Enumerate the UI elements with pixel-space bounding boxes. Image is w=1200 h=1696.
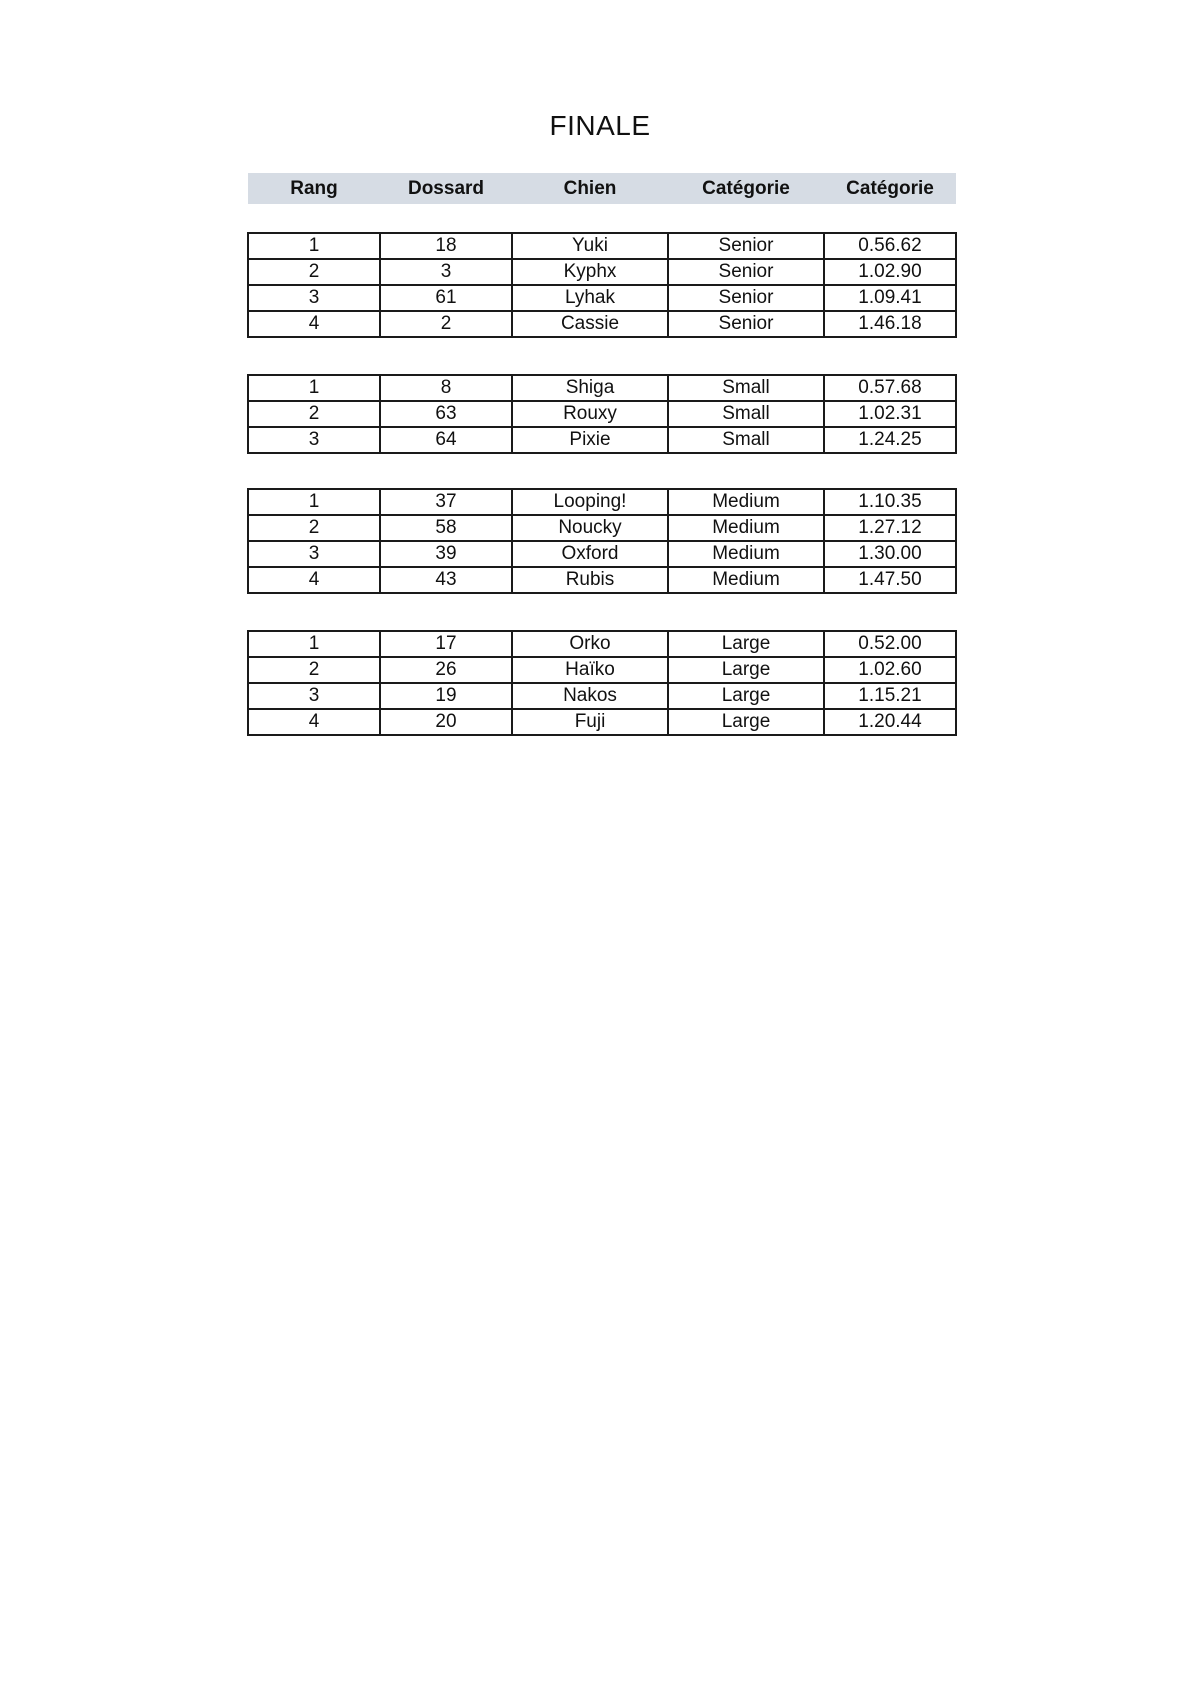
cell-categorie: Senior	[668, 233, 824, 259]
cell-chien: Looping!	[512, 489, 668, 515]
cell-dossard: 2	[380, 311, 512, 337]
table-row	[248, 515, 956, 541]
results-table-medium	[247, 488, 957, 594]
cell-rang: 1	[248, 375, 380, 401]
cell-chien: Haïko	[512, 657, 668, 683]
cell-dossard: 17	[380, 631, 512, 657]
cell-temps: 1.46.18	[824, 311, 956, 337]
cell-chien: Shiga	[512, 375, 668, 401]
cell-temps: 1.02.90	[824, 259, 956, 285]
cell-dossard: 20	[380, 709, 512, 735]
table-row	[248, 375, 956, 401]
cell-temps: 1.10.35	[824, 489, 956, 515]
cell-dossard: 39	[380, 541, 512, 567]
cell-categorie: Small	[668, 401, 824, 427]
cell-categorie: Medium	[668, 489, 824, 515]
cell-categorie: Large	[668, 631, 824, 657]
cell-rang: 4	[248, 311, 380, 337]
cell-dossard: 18	[380, 233, 512, 259]
cell-rang: 1	[248, 489, 380, 515]
cell-temps: 1.30.00	[824, 541, 956, 567]
cell-chien: Yuki	[512, 233, 668, 259]
page-title: FINALE	[549, 110, 651, 141]
cell-chien: Rubis	[512, 567, 668, 593]
cell-temps: 0.57.68	[824, 375, 956, 401]
column-header-chien: Chien	[563, 177, 617, 199]
cell-categorie: Large	[668, 657, 824, 683]
table-row	[248, 489, 956, 515]
cell-rang: 2	[248, 515, 380, 541]
cell-dossard: 58	[380, 515, 512, 541]
results-table-small	[247, 374, 957, 454]
cell-temps: 1.20.44	[824, 709, 956, 735]
table-row	[248, 233, 956, 259]
cell-rang: 1	[248, 631, 380, 657]
cell-rang: 3	[248, 683, 380, 709]
cell-categorie: Small	[668, 427, 824, 453]
column-header-row	[248, 173, 956, 204]
table-row	[248, 541, 956, 567]
cell-temps: 1.47.50	[824, 567, 956, 593]
cell-dossard: 8	[380, 375, 512, 401]
cell-categorie: Large	[668, 709, 824, 735]
table-row	[248, 401, 956, 427]
cell-categorie: Medium	[668, 541, 824, 567]
cell-categorie: Senior	[668, 311, 824, 337]
cell-rang: 3	[248, 541, 380, 567]
cell-dossard: 3	[380, 259, 512, 285]
table-row	[248, 311, 956, 337]
cell-dossard: 19	[380, 683, 512, 709]
table-row	[248, 567, 956, 593]
results-table-senior	[247, 232, 957, 338]
cell-rang: 4	[248, 567, 380, 593]
table-row	[248, 259, 956, 285]
cell-dossard: 26	[380, 657, 512, 683]
cell-categorie: Senior	[668, 285, 824, 311]
cell-temps: 1.02.31	[824, 401, 956, 427]
cell-chien: Nakos	[512, 683, 668, 709]
cell-temps: 1.15.21	[824, 683, 956, 709]
cell-chien: Kyphx	[512, 259, 668, 285]
cell-chien: Fuji	[512, 709, 668, 735]
cell-dossard: 37	[380, 489, 512, 515]
table-row	[248, 631, 956, 657]
cell-rang: 3	[248, 427, 380, 453]
cell-dossard: 64	[380, 427, 512, 453]
cell-rang: 3	[248, 285, 380, 311]
column-header-rang: Rang	[290, 177, 338, 199]
cell-dossard: 63	[380, 401, 512, 427]
column-header-dossard: Dossard	[407, 177, 485, 199]
table-row	[248, 285, 956, 311]
cell-chien: Lyhak	[512, 285, 668, 311]
cell-temps: 1.24.25	[824, 427, 956, 453]
cell-chien: Pixie	[512, 427, 668, 453]
cell-temps: 1.02.60	[824, 657, 956, 683]
cell-chien: Rouxy	[512, 401, 668, 427]
cell-dossard: 61	[380, 285, 512, 311]
cell-chien: Noucky	[512, 515, 668, 541]
cell-categorie: Medium	[668, 567, 824, 593]
column-header-categorie: Catégorie	[702, 177, 790, 199]
cell-rang: 1	[248, 233, 380, 259]
cell-chien: Cassie	[512, 311, 668, 337]
cell-temps: 0.52.00	[824, 631, 956, 657]
results-table-large	[247, 630, 957, 736]
cell-dossard: 43	[380, 567, 512, 593]
table-row	[248, 657, 956, 683]
cell-categorie: Medium	[668, 515, 824, 541]
table-row	[248, 683, 956, 709]
cell-categorie: Senior	[668, 259, 824, 285]
cell-rang: 2	[248, 259, 380, 285]
cell-categorie: Small	[668, 375, 824, 401]
cell-temps: 0.56.62	[824, 233, 956, 259]
cell-categorie: Large	[668, 683, 824, 709]
column-header-categorie-2: Catégorie	[846, 177, 934, 199]
cell-rang: 4	[248, 709, 380, 735]
cell-temps: 1.27.12	[824, 515, 956, 541]
cell-chien: Orko	[512, 631, 668, 657]
table-row	[248, 709, 956, 735]
cell-temps: 1.09.41	[824, 285, 956, 311]
table-row	[248, 427, 956, 453]
cell-rang: 2	[248, 401, 380, 427]
cell-chien: Oxford	[512, 541, 668, 567]
cell-rang: 2	[248, 657, 380, 683]
